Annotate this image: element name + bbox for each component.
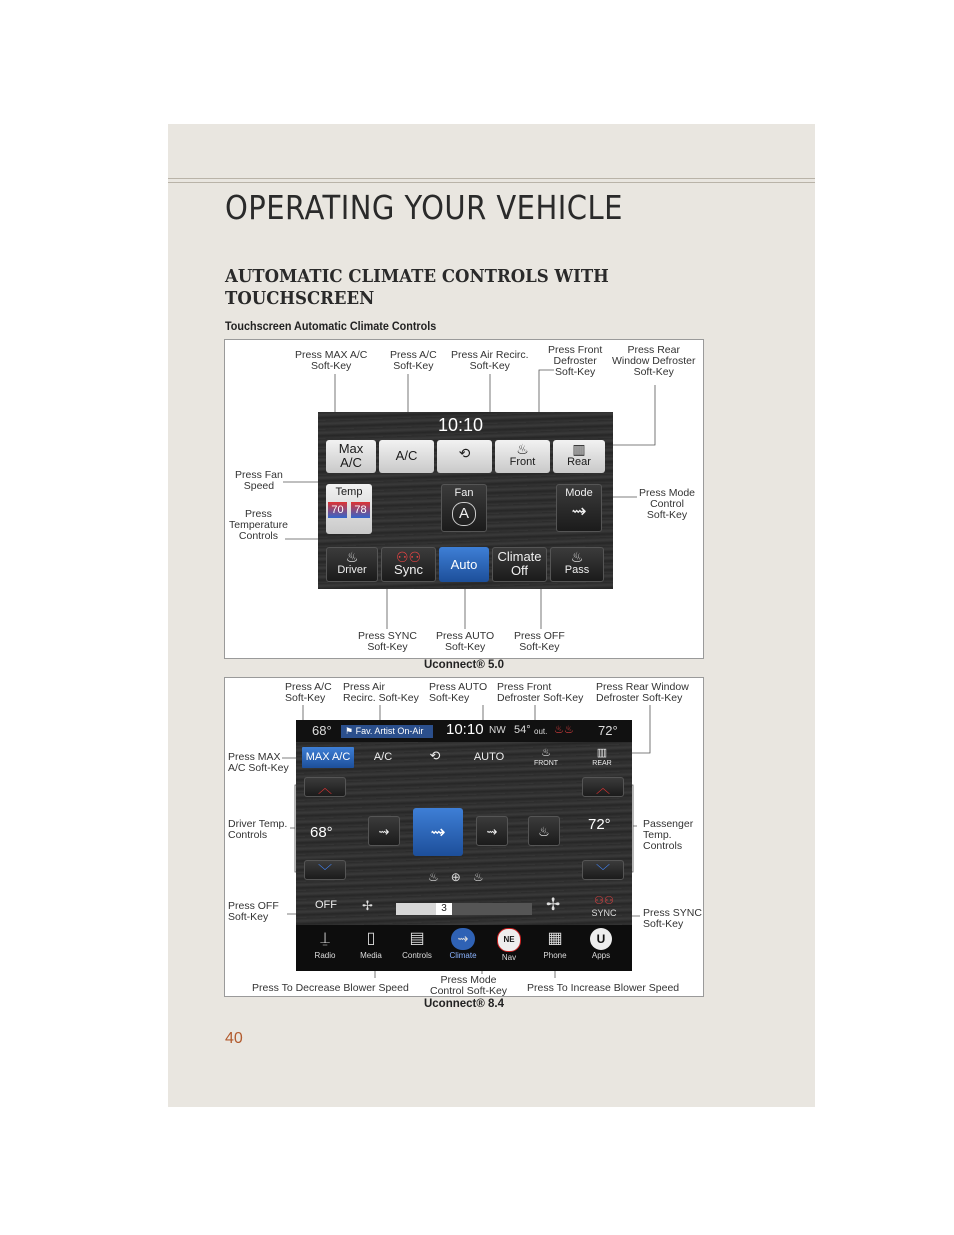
mode-face-button[interactable]	[368, 816, 400, 846]
driver-temp: 68°	[310, 824, 333, 841]
chapter-title: OPERATING YOUR VEHICLE	[225, 188, 623, 227]
nav-media[interactable]: ▯ Media	[348, 928, 394, 962]
callout-ac: Press A/C Soft-Key	[390, 349, 437, 372]
callout-sync: Press SYNC Soft-Key	[358, 630, 417, 653]
callout-temperature: Press Temperature Controls	[229, 508, 288, 542]
callout-decrease-blower: Press To Decrease Blower Speed	[252, 982, 409, 994]
callout-auto: Press AUTO Soft-Key	[436, 630, 495, 653]
temp-left[interactable]: 70	[328, 502, 346, 518]
airflow-feet-icon: ⇝	[486, 824, 498, 839]
outside-temp: 54°	[514, 724, 531, 736]
header-rule-2	[168, 182, 815, 183]
driver-temp-down[interactable]	[304, 860, 346, 880]
outside-label: out.	[534, 727, 548, 736]
callout-mode: Press Mode Control Soft-Key	[639, 487, 696, 521]
controls-icon: ▤	[409, 930, 425, 947]
chevron-down-icon: ﹀	[318, 863, 332, 879]
section-title-line2: TOUCHSCREEN	[225, 288, 375, 309]
recirc-button[interactable]	[414, 748, 456, 764]
screen-uconnect-8-4	[296, 720, 632, 971]
callout-fan-speed: Press Fan Speed	[235, 469, 283, 492]
callout-front-defroster: Press Front Defroster Soft-Key	[548, 344, 603, 378]
callout-off: Press OFF Soft-Key	[228, 900, 279, 923]
steering-wheel-icon: ⊕	[450, 870, 473, 884]
nav-radio[interactable]: ⍊ Radio	[302, 928, 348, 962]
status-temp-left: 68°	[312, 723, 332, 738]
off-button[interactable]: OFF	[315, 899, 337, 911]
mode-button[interactable]: Mode ⇝	[556, 484, 602, 532]
passenger-temp: 72°	[588, 816, 611, 833]
callout-rear-defroster: Press Rear Window Defroster Soft-Key	[612, 344, 696, 378]
chevron-up-icon: ︿	[596, 780, 610, 796]
figure-uconnect-5	[224, 339, 704, 659]
sync-button[interactable]: ⚇⚇ SYNC	[584, 894, 624, 918]
mode-airflow-icon: ⇝	[571, 501, 587, 521]
callout-ac: Press A/C Soft-Key	[285, 681, 332, 704]
climate-off-button[interactable]: Climate Off	[492, 547, 547, 582]
auto-button[interactable]: AUTO	[473, 751, 505, 763]
recirc-button[interactable]	[437, 440, 492, 473]
auto-button[interactable]: Auto	[439, 547, 489, 582]
status-temp-right: 72°	[598, 723, 618, 738]
chevron-up-icon: ︿	[318, 780, 332, 796]
heated-seats-icon: ♨♨	[554, 724, 574, 736]
sync-button[interactable]: ⚇⚇ Sync	[381, 547, 436, 582]
callout-off: Press OFF Soft-Key	[514, 630, 565, 653]
callout-max-ac: Press MAX A/C Soft-Key	[295, 349, 368, 372]
callout-sync: Press SYNC Soft-Key	[643, 907, 702, 930]
heated-seat-icon: ♨	[428, 870, 451, 884]
chevron-down-icon: ﹀	[596, 863, 610, 879]
passenger-temp-down[interactable]	[582, 860, 624, 880]
temp-right[interactable]: 78	[351, 502, 369, 518]
nav-climate[interactable]: ⇝ Climate	[440, 928, 486, 962]
nav-nav[interactable]: NE Nav	[486, 928, 532, 964]
heated-seat-icon: ♨	[570, 549, 584, 565]
compass-icon: NE	[497, 928, 521, 952]
callout-driver-temp: Driver Temp. Controls	[228, 818, 288, 841]
fan-button[interactable]: Fan A	[441, 484, 487, 532]
apps-icon: U	[590, 928, 612, 950]
seat-controls[interactable]	[428, 870, 496, 884]
flag-icon: ⚑	[345, 726, 356, 736]
mode-defrost-feet-button[interactable]	[528, 816, 560, 846]
fan-small-icon: ✢	[362, 898, 373, 913]
phone-icon: ▦	[547, 930, 563, 947]
callout-rear-defroster: Press Rear Window Defroster Soft-Key	[596, 681, 689, 704]
callout-passenger-temp: Passenger Temp. Controls	[643, 818, 694, 852]
temp-button[interactable]: Temp 70 78	[326, 484, 372, 534]
figure-2-caption: Uconnect® 8.4	[423, 998, 505, 1010]
rear-defrost-icon: ▥	[572, 441, 586, 457]
blower-level-track[interactable]	[452, 903, 532, 915]
callout-auto: Press AUTO Soft-Key	[429, 681, 488, 704]
clock: 10:10	[438, 415, 484, 435]
airflow-face-icon: ⇝	[378, 824, 390, 839]
blower-level-value: 3	[436, 903, 452, 915]
callout-mode: Press Mode Control Soft-Key	[430, 974, 508, 997]
climate-icon: ⇝	[451, 928, 475, 950]
passenger-seat-button[interactable]: ♨ Pass	[550, 547, 604, 582]
ac-button[interactable]: A/C	[379, 440, 434, 473]
callout-max-ac: Press MAX A/C Soft-Key	[228, 751, 289, 774]
callout-recirc: Press Air Recirc. Soft-Key	[451, 349, 529, 372]
page-number: 40	[225, 1030, 243, 1047]
section-subtitle: Touchscreen Automatic Climate Controls	[225, 319, 437, 333]
fan-decrease-button[interactable]	[362, 898, 373, 914]
mode-face-feet-button[interactable]	[413, 808, 463, 856]
front-defrost-button[interactable]: ♨ Front	[495, 440, 550, 473]
status-bar	[296, 720, 632, 742]
mode-feet-button[interactable]	[476, 816, 508, 846]
section-title-line1: AUTOMATIC CLIMATE CONTROLS WITH	[225, 266, 609, 287]
compass: NW	[489, 725, 506, 736]
heated-seat-icon: ♨	[345, 549, 359, 565]
airflow-defrost-icon: ♨	[538, 824, 550, 839]
ac-button[interactable]: A/C	[373, 751, 393, 763]
max-ac-button[interactable]: Max A/C	[326, 440, 376, 473]
fan-large-icon: ✢	[546, 895, 561, 914]
callout-front-defroster: Press Front Defroster Soft-Key	[497, 681, 584, 704]
sync-people-icon: ⚇⚇	[594, 895, 614, 907]
nav-phone[interactable]: ▦ Phone	[532, 928, 578, 962]
radio-tower-icon: ⍊	[320, 930, 330, 947]
rear-defrost-button[interactable]: ▥ Rear	[553, 440, 605, 473]
rear-defrost-icon: ▥	[596, 747, 608, 759]
driver-seat-button[interactable]: ♨ Driver	[326, 547, 378, 582]
sync-people-icon: ⚇⚇	[395, 549, 422, 565]
rear-defrost-button[interactable]: ▥ REAR	[577, 746, 627, 768]
passenger-temp-up[interactable]	[582, 777, 624, 797]
recirc-car-icon: ⟲	[458, 445, 471, 461]
front-defrost-button[interactable]: ♨ FRONT	[521, 746, 571, 768]
front-defrost-icon: ♨	[541, 747, 551, 759]
radio-info[interactable]: ⚑ Fav. Artist On-Air	[341, 725, 433, 738]
vented-seat-icon: ♨	[472, 870, 496, 884]
figure-1-caption: Uconnect® 5.0	[423, 659, 505, 671]
figure-uconnect-8-4	[224, 677, 704, 997]
callout-recirc: Press Air Recirc. Soft-Key	[343, 681, 419, 704]
header-rule	[168, 178, 815, 179]
recirc-car-icon: ⟲	[429, 748, 441, 763]
screen-uconnect-5	[318, 412, 613, 589]
media-icon: ▯	[366, 930, 376, 947]
callout-increase-blower: Press To Increase Blower Speed	[527, 982, 680, 994]
section-title	[225, 266, 609, 310]
nav-apps[interactable]: U Apps	[578, 928, 624, 962]
nav-controls[interactable]: ▤ Controls	[394, 928, 440, 962]
driver-temp-up[interactable]	[304, 777, 346, 797]
clock: 10:10	[446, 721, 484, 738]
fan-increase-button[interactable]	[546, 895, 560, 915]
front-defrost-icon: ♨	[516, 441, 529, 457]
airflow-face-feet-icon: ⇝	[430, 822, 446, 842]
max-ac-button[interactable]: MAX A/C	[302, 747, 354, 768]
fan-auto-indicator: A	[452, 502, 476, 526]
